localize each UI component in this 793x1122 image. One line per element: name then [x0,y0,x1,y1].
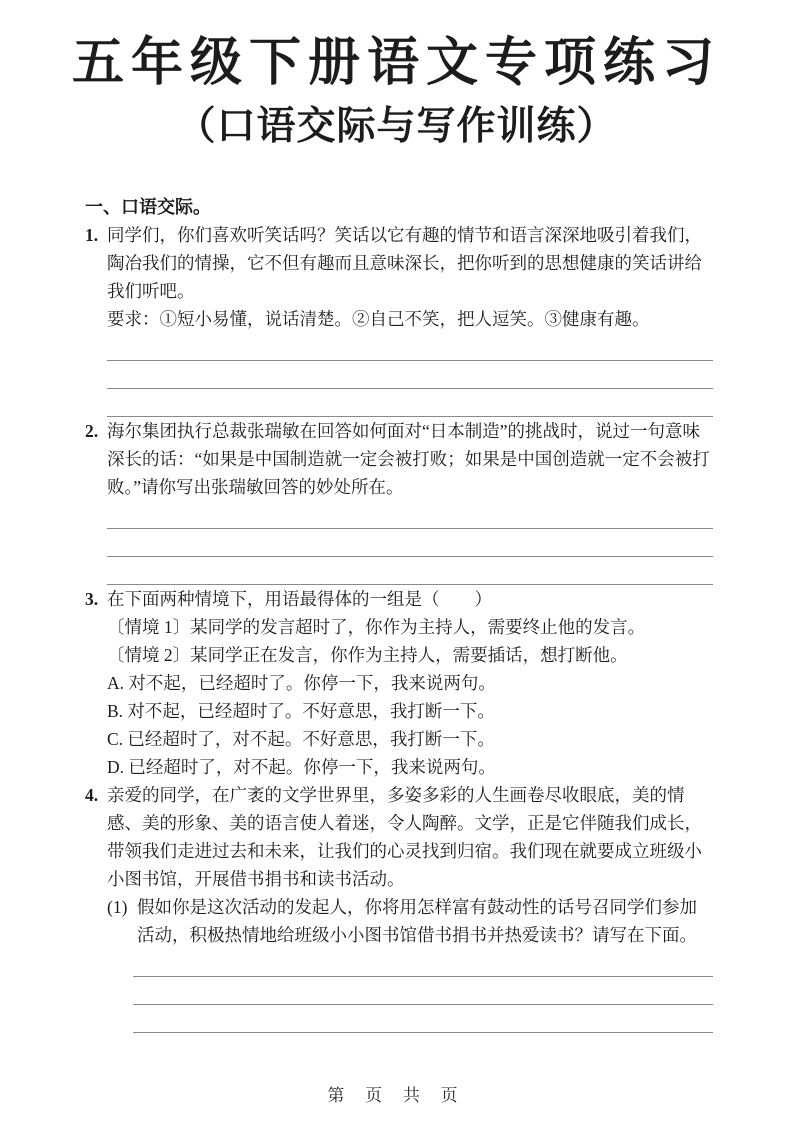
question-3-stem: 在下面两种情境下，用语最得体的一组是（ ） [107,588,492,609]
question-4-sub-1-number: (1) [107,896,128,917]
question-2 [85,417,713,501]
question-1 [85,221,713,333]
section-heading: 一、口语交际。 [85,196,211,217]
answer-line [133,977,713,1005]
question-4-body [107,781,713,949]
question-3-option-d: D. 已经超时了，对不起。你停一下，我来说两句。 [107,756,496,777]
question-3-option-c: C. 已经超时了，对不起。不好意思，我打断一下。 [107,728,495,749]
question-3-situation-2: 〔情境 2〕某同学正在发言，你作为主持人，需要插话，想打断他。 [107,644,628,665]
worksheet-body [85,193,713,1033]
page-title: 五年级下册语文专项练习 [71,34,721,92]
question-3-situation-1: 〔情境 1〕某同学的发言超时了，你作为主持人，需要终止他的发言。 [107,616,646,637]
question-2-number: 2. [85,420,99,441]
question-3-option-b: B. 对不起，已经超时了。不好意思，我打断一下。 [107,700,495,721]
answer-line [107,557,713,585]
question-3-number: 3. [85,588,99,609]
question-3-option-a: A. 对不起，已经超时了。你停一下，我来说两句。 [107,672,496,693]
answer-line [133,949,713,977]
question-4-sub-1-answer-area [133,949,713,1033]
question-4-sub-1-text: 假如你是这次活动的发起人，你将用怎样富有鼓动性的话号召同学们参加活动，积极热情地给班级小小图书馆借书捐书并热爱读书？请写在下面。 [137,896,697,945]
question-4-text: 亲爱的同学，在广袤的文学世界里，多姿多彩的人生画卷尽收眼底，美的情感、美的形象、美的语言使人着迷，令人陶醉。文学，正是它伴随我们成长，带领我们走进过去和未来，让我们的心灵找到归宿。我们现在就要成立班级小小图书馆，开展借书捐书和读书活动。 [107,784,702,889]
question-1-requirements: 要求：①短小易懂，说话清楚。②自己不笑，把人逗笑。③健康有趣。 [107,308,650,329]
question-2-answer-area [107,501,713,585]
question-1-body [107,221,713,333]
page-footer: 第 页 共 页 [327,1086,466,1105]
question-4-sub-1 [107,893,713,949]
question-3-body [107,585,713,781]
question-1-text: 同学们，你们喜欢听笑话吗？笑话以它有趣的情节和语言深深地吸引着我们，陶冶我们的情操，它不但有趣而且意味深长，把你听到的思想健康的笑话讲给我们听吧。 [107,224,702,301]
answer-line [133,1005,713,1033]
answer-line [107,529,713,557]
answer-line [107,361,713,389]
page-subtitle: （口语交际与写作训练） [176,104,617,148]
answer-line [107,389,713,417]
question-4-number: 4. [85,784,99,805]
answer-line [107,501,713,529]
question-2-body [107,417,713,501]
question-4 [85,781,713,949]
question-1-answer-area [107,333,713,417]
question-1-number: 1. [85,224,99,245]
answer-line [107,333,713,361]
question-2-text: 海尔集团执行总裁张瑞敏在回答如何面对“日本制造”的挑战时，说过一句意味深长的话：“如果是中国制造就一定会被打败；如果是中国创造就一定不会被打败。”请你写出张瑞敏回答的妙处所在。 [107,420,710,497]
question-3 [85,585,713,781]
